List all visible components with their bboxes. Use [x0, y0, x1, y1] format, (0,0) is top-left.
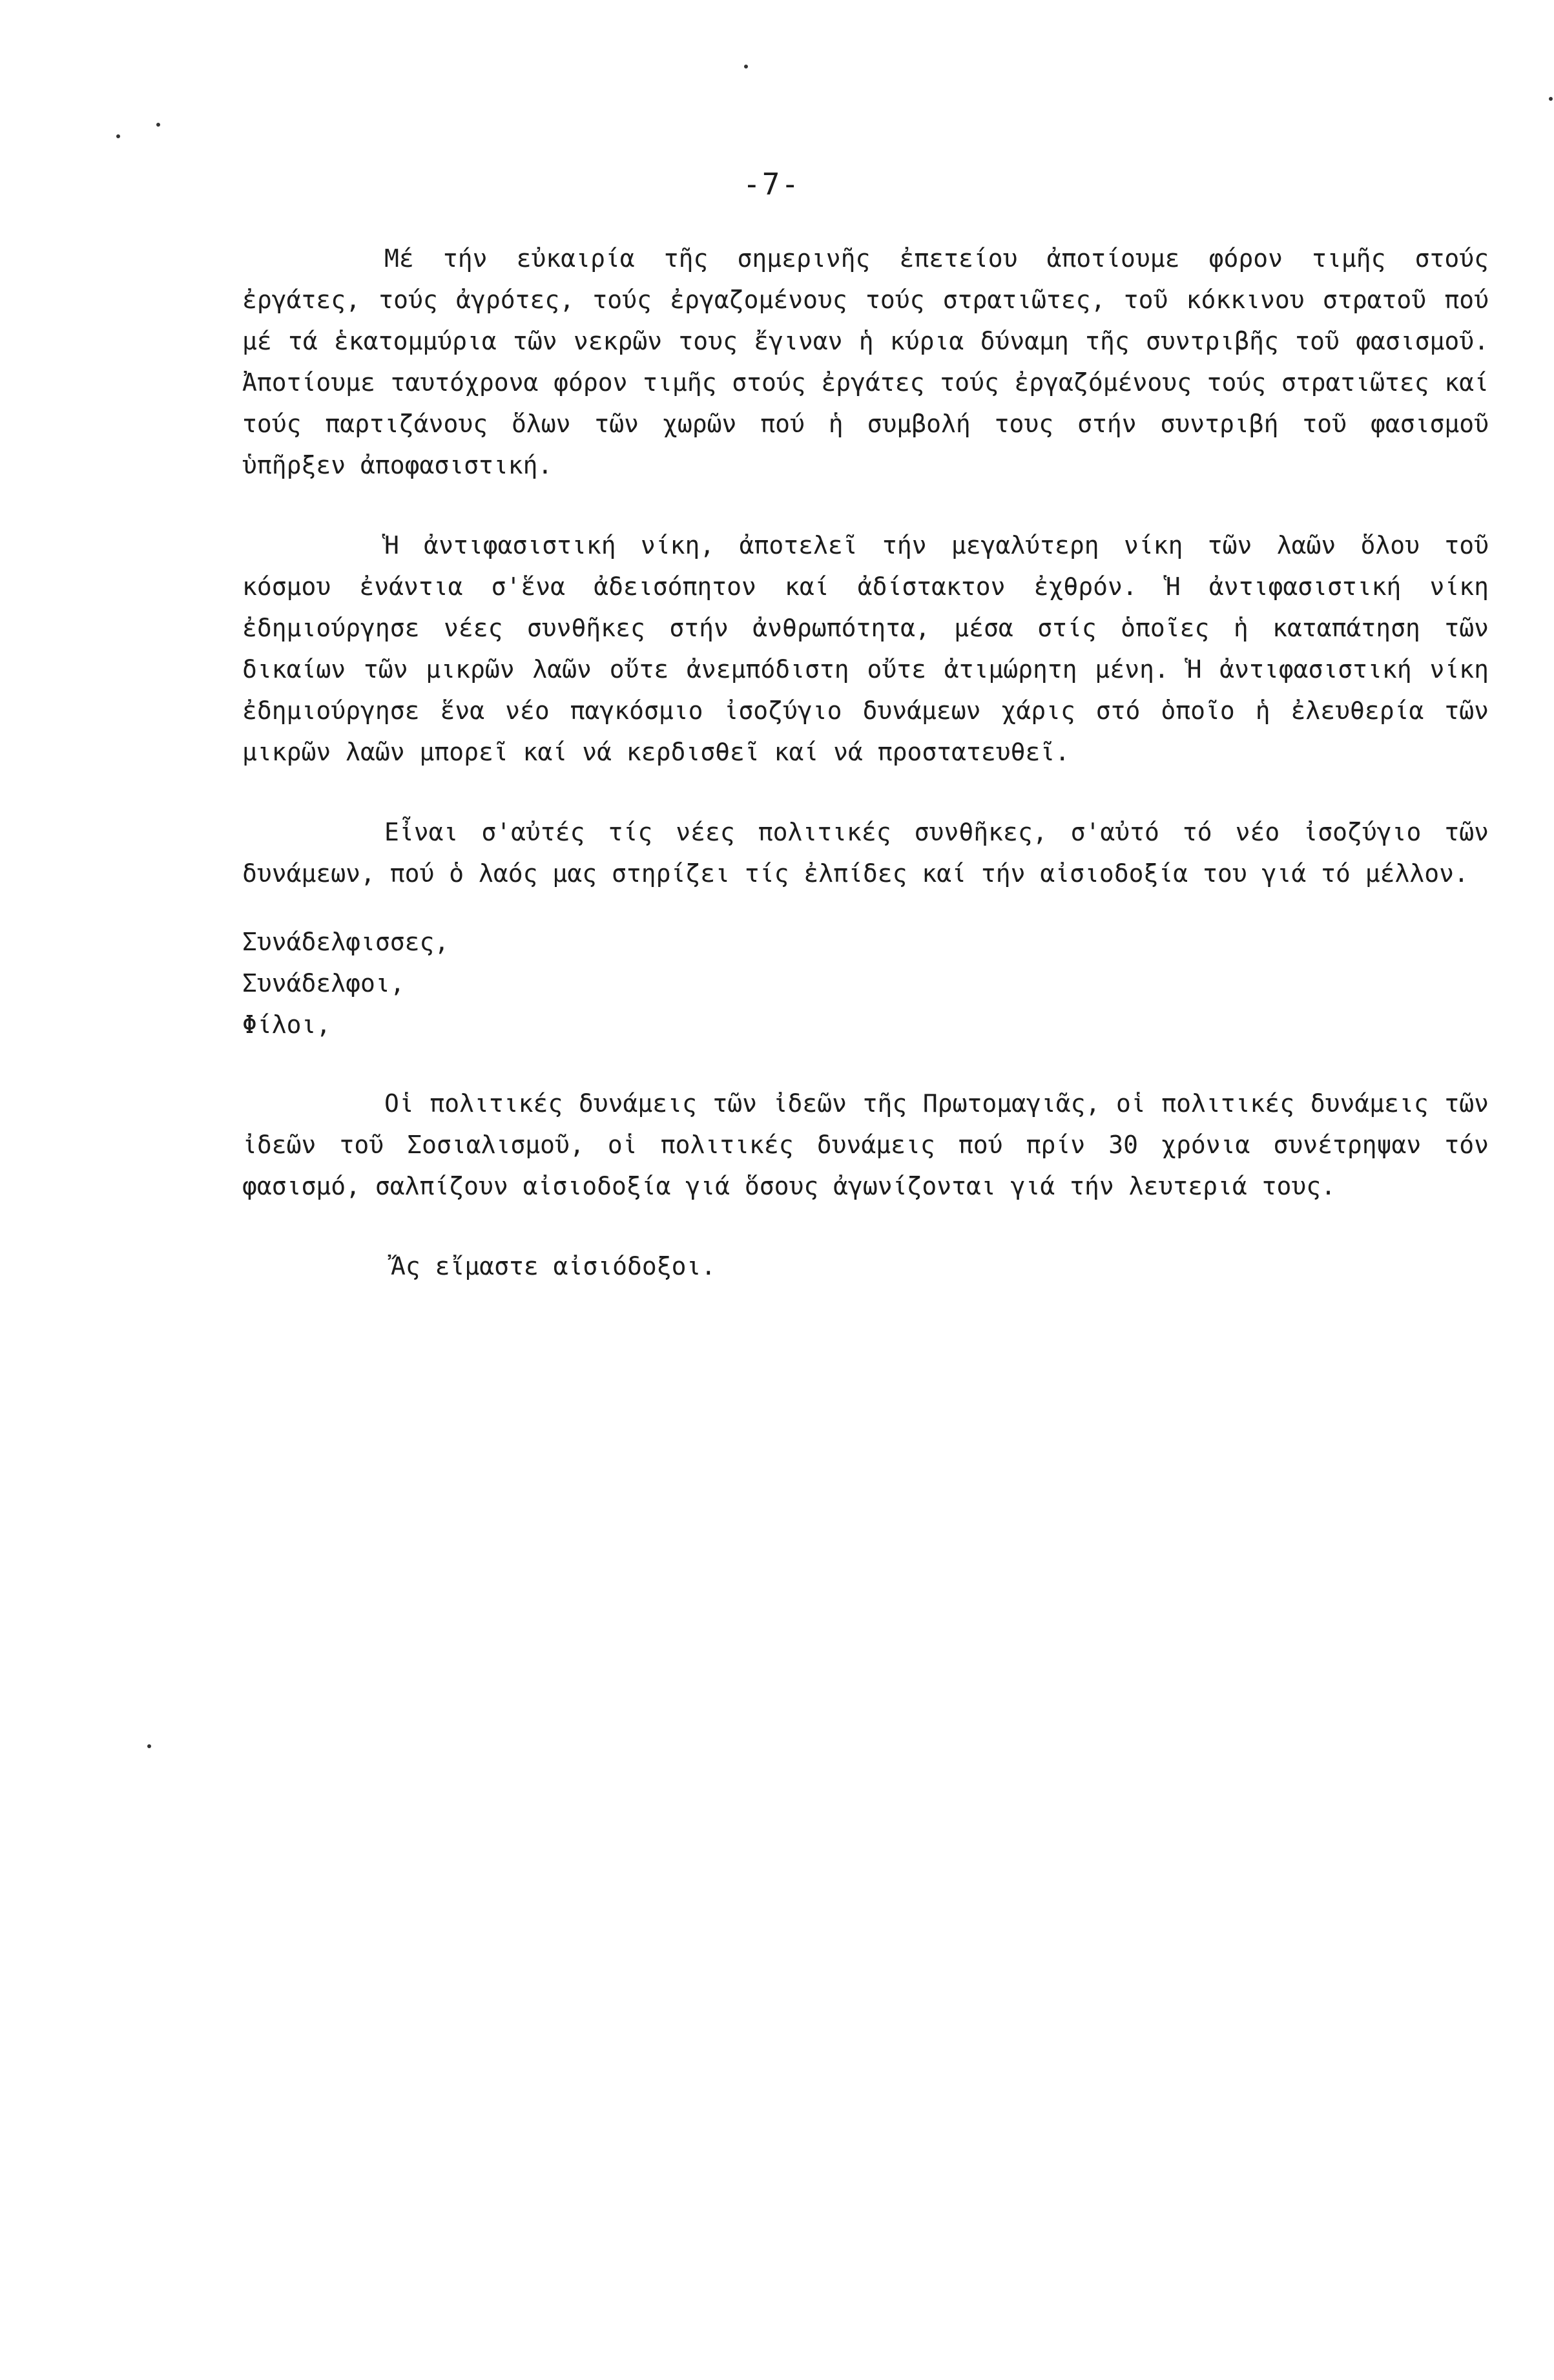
- paragraph-new-conditions: Εἶναι σ'αὐτές τίς νέες πολιτικές συνθῆκες, σ'αὐτό τό νέο ἰσοζύγιο τῶν δυνάμεων, πού ὁ λαός μας στηρίζει τίς ἐλπίδες καί τήν αἰσιοδοξία του γιά τό μέλλον.: [242, 818, 1489, 888]
- paragraph-tribute: Μέ τήν εὐκαιρία τῆς σημερινῆς ἐπετείου ἀποτίουμε φόρον τιμῆς στούς ἐργάτες, τούς ἀγρότες, τούς ἐργαζομένους τούς στρατιῶτες, τοῦ κόκκινου στρατοῦ πού μέ τά ἑκατομμύρια τῶν νεκρῶν τους ἔγιναν ἡ κύρια δύναμη τῆς συντριβῆς τοῦ φασισμοῦ. Ἀποτίουμε ταυτόχρονα φόρον τιμῆς στούς ἐργάτες τούς ἐργαζόμένους τούς στρατιῶτες καί τούς παρτιζάνους ὅλων τῶν χωρῶν πού ἡ συμβολή τους στήν συντριβή τοῦ φασισμοῦ ὑπῆρξεν ἀποφασιστική.: [242, 244, 1489, 479]
- paragraph-antifascist-victory: Ἡ ἀντιφασιστική νίκη, ἀποτελεῖ τήν μεγαλύτερη νίκη τῶν λαῶν ὅλου τοῦ κόσμου ἐνάντια σ'ἕνα ἀδεισόπητον καί ἀδίστακτον ἐχθρόν. Ἡ ἀντιφασιστική νίκη ἐδημιούργησε νέες συνθῆκες στήν ἀνθρωπότητα, μέσα στίς ὁποῖες ἡ καταπάτηση τῶν δικαίων τῶν μικρῶν λαῶν οὔτε ἀνεμπόδιστη οὔτε ἀτιμώρητη μένη. Ἡ ἀντιφασιστική νίκη ἐδημιούργησε ἕνα νέο παγκόσμιο ἰσοζύγιο δυνάμεων χάρις στό ὁποῖο ἡ ἐλευθερία τῶν μικρῶν λαῶν μπορεῖ καί νά κερδισθεῖ καί νά προστατευθεῖ.: [242, 531, 1489, 766]
- salutation-colleagues-male: Συνάδελφοι,: [242, 969, 405, 997]
- salutation-block: [242, 921, 1489, 1045]
- salutation-colleagues-female: Συνάδελφισσες,: [242, 928, 450, 956]
- salutation-friends: Φίλοι,: [242, 1010, 331, 1039]
- scan-speck: [116, 134, 120, 138]
- scan-speck: [156, 123, 160, 127]
- page-number: -7-: [743, 167, 801, 202]
- scan-speck: [147, 1744, 151, 1748]
- scan-speck: [1549, 97, 1553, 101]
- document-body: [242, 238, 1489, 1287]
- scan-speck: [744, 65, 748, 68]
- closing-line: Ἄς εἴμαστε αἰσιόδοξοι.: [391, 1252, 716, 1280]
- paragraph-political-forces: Οἱ πολιτικές δυνάμεις τῶν ἰδεῶν τῆς Πρωτομαγιᾶς, οἱ πολιτικές δυνάμεις τῶν ἰδεῶν τοῦ Σοσιαλισμοῦ, οἱ πολιτικές δυνάμεις πού πρίν 30 χρόνια συνέτρηψαν τόν φασισμό, σαλπίζουν αἰσιοδοξία γιά ὅσους ἀγωνίζονται γιά τήν λευτεριά τους.: [242, 1089, 1489, 1200]
